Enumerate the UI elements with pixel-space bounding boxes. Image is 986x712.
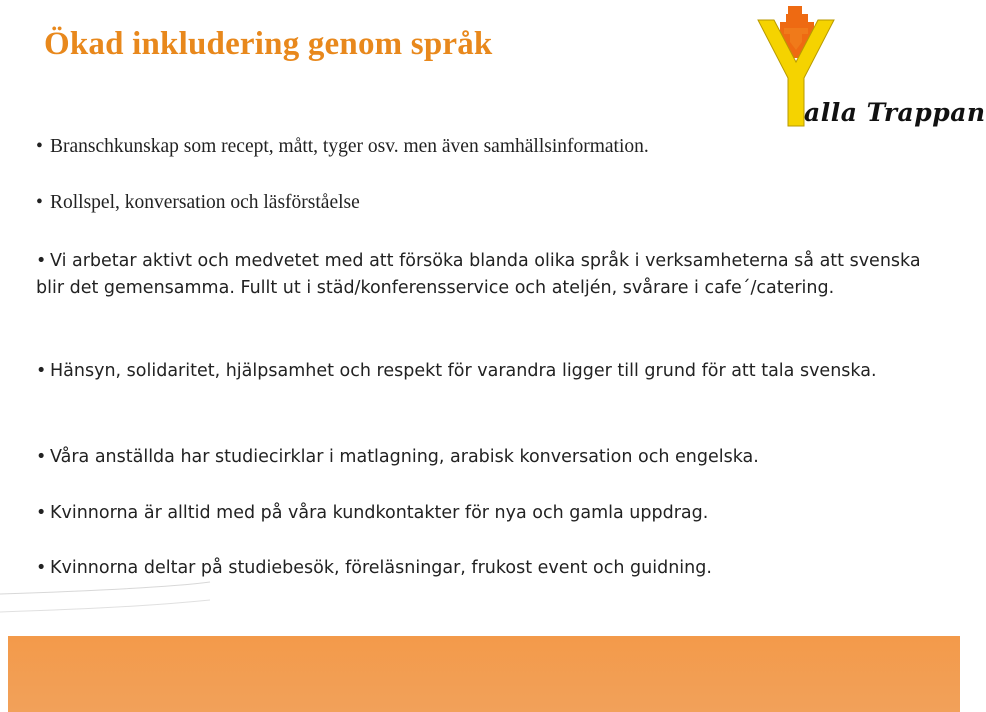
- bullet-item: • Vi arbetar aktivt och medvetet med att försöka blanda olika språk i verksamheterna så att svenska blir det gemensamma. Fullt ut i städ/konferensservice och ateljén, svårare i cafe´/catering.: [36, 248, 926, 302]
- footer-orange-bar: [8, 636, 960, 712]
- yalla-trappan-logo: [752, 0, 986, 140]
- bullet-dot-icon: •: [36, 361, 47, 381]
- bullet-item: • Våra anställda har studiecirklar i matlagning, arabisk konversation och engelska.: [36, 443, 926, 471]
- bullet-dot-icon: •: [36, 447, 47, 467]
- logo-text: alla Trappan: [804, 98, 986, 127]
- bullet-item: • Branschkunskap som recept, mått, tyger osv. men även samhällsinformation.: [36, 133, 926, 161]
- bullet-dot-icon: •: [36, 558, 47, 578]
- bullet-dot-icon: •: [36, 192, 43, 213]
- slide-title: Ökad inkludering genom språk: [44, 26, 493, 62]
- bullet-dot-icon: •: [36, 136, 43, 157]
- bullet-dot-icon: •: [36, 251, 47, 271]
- footer-band: [0, 636, 960, 712]
- bullet-item: • Kvinnorna är alltid med på våra kundkontakter för nya och gamla uppdrag.: [36, 499, 926, 527]
- bullet-item: • Rollspel, konversation och läsförståelse: [36, 189, 926, 217]
- bullet-item: • Hänsyn, solidaritet, hjälpsamhet och respekt för varandra ligger till grund för att tala svenska.: [36, 358, 926, 385]
- bullet-item: • Kvinnorna deltar på studiebesök, föreläsningar, frukost event och guidning.: [36, 554, 926, 582]
- bullet-dot-icon: •: [36, 503, 47, 523]
